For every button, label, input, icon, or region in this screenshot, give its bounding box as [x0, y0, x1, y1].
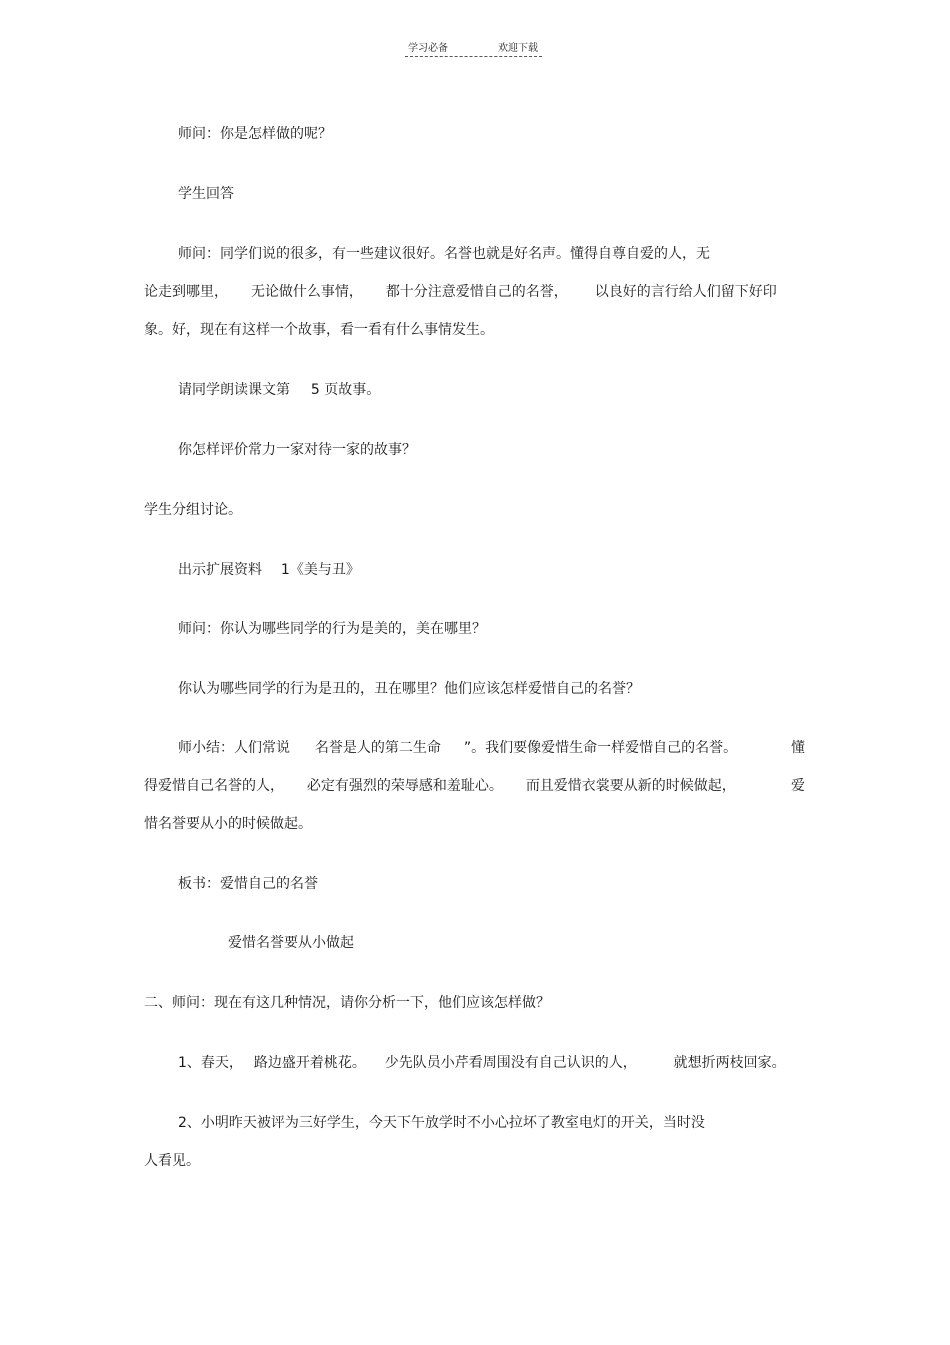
text-segment: 师小结：人们常说: [178, 740, 290, 756]
paragraph-line: [178, 560, 360, 580]
text-segment: 1《美与丑》: [280, 562, 360, 578]
paragraph-line: 二、师问：现在有这几种情况，请你分析一下，他们应该怎样做？: [144, 995, 550, 1011]
text-segment: 而且爱惜衣裳要从新的时候做起，: [525, 778, 736, 794]
paragraph-line: [178, 1053, 786, 1073]
text-segment: 论走到哪里，: [144, 284, 228, 300]
paragraph-line: 板书：爱惜自己的名誉: [178, 876, 318, 892]
text-segment: 少先队员小芹看周围没有自己认识的人，: [384, 1055, 637, 1071]
text-segment: 以良好的言行给人们留下好印: [594, 284, 777, 300]
text-segment: 都十分注意爱惜自己的名誉，: [385, 284, 568, 300]
text-segment: 路边盛开着桃花。: [253, 1055, 366, 1071]
paragraph-line: [144, 776, 736, 796]
text-segment: 名誉是人的第二生命: [314, 740, 441, 756]
paragraph-line: 惜名誉要从小的时候做起。: [144, 816, 312, 832]
paragraph-line: 爱惜名誉要从小做起: [228, 935, 354, 951]
page-header: [405, 38, 542, 57]
text-segment: 请同学朗读课文第: [178, 382, 290, 398]
paragraph-line: [178, 380, 380, 400]
paragraph-line-end: 懂: [791, 740, 805, 756]
paragraph-line: 2、小明昨天被评为三好学生，今天下午放学时不小心拉坏了教室电灯的开关，当时没: [178, 1115, 705, 1131]
paragraph-line: 你认为哪些同学的行为是丑的，丑在哪里？他们应该怎样爱惜自己的名誉？: [178, 681, 640, 697]
paragraph-line: 学生回答: [178, 186, 234, 202]
paragraph-line: 师问：你是怎样做的呢？: [178, 126, 332, 142]
text-segment: 1、春天，: [178, 1055, 243, 1071]
paragraph-line: 人看见。: [144, 1153, 200, 1169]
paragraph-line-end: 爱: [791, 778, 805, 794]
header-right-text: 欢迎下载: [498, 43, 538, 54]
paragraph-line: 象。好，现在有这样一个故事，看一看有什么事情发生。: [144, 322, 494, 338]
paragraph-line: 师问：你认为哪些同学的行为是美的，美在哪里？: [178, 621, 486, 637]
paragraph-line: [144, 282, 777, 302]
header-left-text: 学习必备: [408, 43, 448, 54]
text-segment: 出示扩展资料: [178, 562, 262, 578]
paragraph-line: [178, 738, 737, 758]
text-segment: 得爱惜自己名誉的人，: [144, 778, 284, 794]
text-segment: ”。我们要像爱惜生命一样爱惜自己的名誉。: [463, 740, 738, 756]
text-segment: 必定有强烈的荣辱感和羞耻心。: [306, 778, 503, 794]
text-segment: 就想折两枝回家。: [673, 1055, 786, 1071]
text-segment: 5 页故事。: [310, 382, 381, 398]
paragraph-line: 学生分组讨论。: [144, 502, 242, 518]
paragraph-line: 师问：同学们说的很多，有一些建议很好。名誉也就是好名声。懂得自尊自爱的人，无: [178, 246, 710, 262]
paragraph-line: 你怎样评价常力一家对待一家的故事？: [178, 442, 416, 458]
text-segment: 无论做什么事情，: [250, 284, 363, 300]
